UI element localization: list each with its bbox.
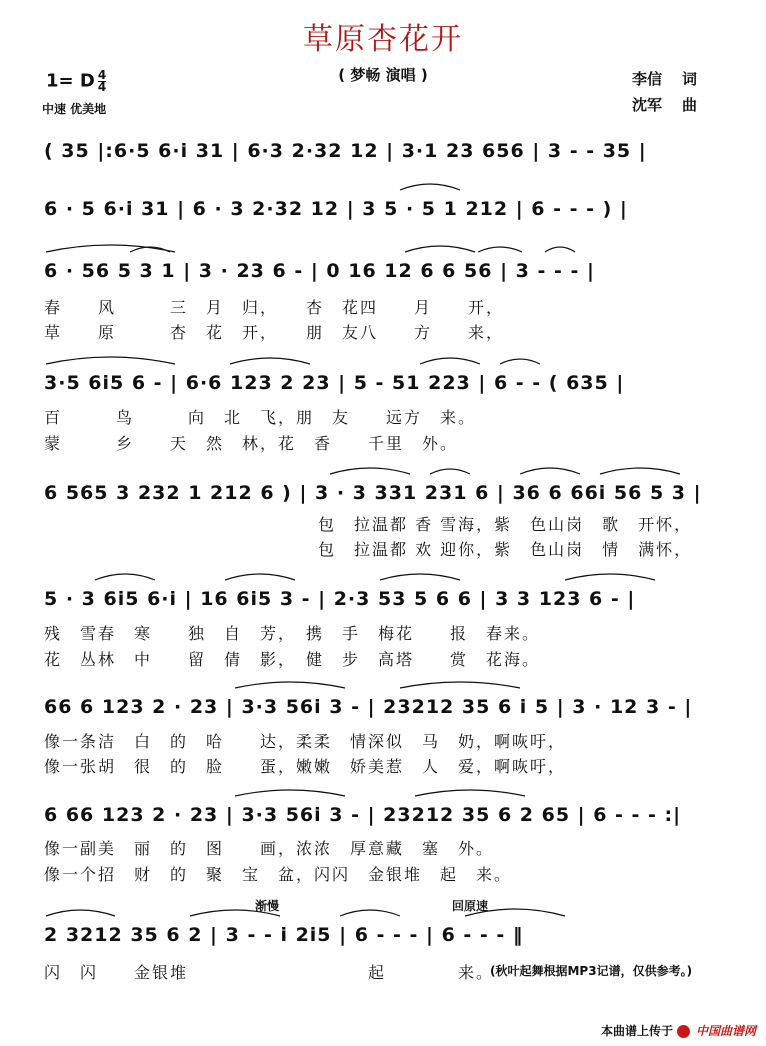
lyricist-name: 李信	[632, 70, 663, 88]
lyric-line-5b: 包 拉温都 欢 迎你，紫 色山岗 情 满怀，	[318, 540, 693, 559]
time-bottom: 4	[97, 80, 107, 94]
ritardando-marking: 渐慢	[255, 899, 280, 913]
lyric-line-3b: 草 原 杏 花 开， 朋 友八 方 来，	[44, 323, 505, 342]
notation-line-4: 3·5 6i5 6 - | 6·6 123 2 23 | 5 - 51 223 | 6 - - ( 635 |	[44, 372, 625, 394]
slur	[545, 247, 575, 252]
notation-line-5: 6 565 3 232 1 212 6 ) | 3 · 3 331 231 6 | 36 6 66i 56 5 3 |	[44, 482, 702, 504]
lyric-line-8a: 像一副美 丽 的 图 画，浓浓 厚意藏 塞 外。	[44, 839, 495, 858]
lyricist-role: 词	[682, 70, 698, 88]
slur	[565, 574, 655, 580]
composer-credit	[632, 94, 697, 115]
key-label: 1= D	[46, 70, 95, 92]
time-signature	[98, 70, 106, 93]
lyric-line-5a: 包 拉温都 香 雪海，紫 色山岗 歌 开怀，	[318, 515, 693, 534]
slur	[235, 790, 345, 796]
slur	[478, 247, 522, 252]
key-signature	[46, 70, 106, 93]
slur	[230, 358, 310, 364]
lyric-line-6a: 残 雪春 寒 独 自 芳， 携 手 梅花 报 春来。	[44, 624, 541, 643]
composer-name: 沈军	[632, 96, 663, 114]
slur	[520, 468, 580, 474]
slur	[400, 184, 460, 190]
slur	[330, 468, 410, 474]
slur	[95, 574, 155, 580]
slur	[405, 246, 475, 252]
lyric-line-8b: 像一个招 财 的 聚 宝 盆，闪闪 金银堆 起 来。	[44, 865, 513, 884]
slur	[380, 574, 460, 580]
lyric-line-6b: 花 丛林 中 留 倩 影， 健 步 高塔 赏 花海。	[44, 650, 541, 669]
transcription-note: (秋叶起舞根据MP3记谱，仅供参考。)	[490, 964, 693, 978]
footer-uploaded: 本曲谱上传于	[600, 1024, 673, 1038]
footer-credit	[601, 1022, 756, 1039]
slur	[400, 682, 520, 688]
lyricist-credit	[632, 68, 697, 89]
notation-line-2: 6 · 5 6·i 31 | 6 · 3 2·32 12 | 3 5 · 5 1 212 | 6 - - - ) |	[44, 198, 628, 220]
slur	[46, 245, 175, 252]
song-title: 草原杏花开	[303, 22, 463, 57]
site-logo-icon	[677, 1025, 690, 1038]
lyric-line-7b: 像一张胡 很 的 脸 蛋，嫩嫩 娇美惹 人 爱，啊咴吁，	[44, 757, 567, 776]
time-top: 4	[97, 68, 107, 82]
singer-credit: ( 梦畅 演唱 )	[338, 66, 428, 84]
slur	[46, 910, 115, 916]
composer-role: 曲	[682, 96, 698, 114]
slur	[130, 247, 170, 252]
notation-line-3: 6 · 56 5 3 1 | 3 · 23 6 - | 0 16 12 6 6 56 | 3 - - - |	[44, 260, 595, 282]
slur	[600, 468, 680, 474]
lyric-line-9: 闪 闪 金银堆 起 来。	[44, 963, 495, 982]
slur	[420, 358, 480, 364]
slur	[500, 359, 540, 364]
lyric-line-7a: 像一条洁 白 的 哈 达，柔柔 情深似 马 奶，啊咴吁，	[44, 732, 567, 751]
notation-line-9: 2 3212 35 6 2 | 3 - - i 2i5 | 6 - - - | 6 - - - ‖	[44, 924, 524, 946]
lyric-line-4a: 百 鸟 向 北 飞，朋 友 远方 来。	[44, 408, 477, 427]
slur	[415, 790, 525, 796]
slur	[225, 574, 295, 580]
slur	[430, 469, 470, 474]
tempo-marking: 中速 优美地	[42, 102, 107, 116]
notation-line-7: 66 6 123 2 · 23 | 3·3 56i 3 - | 23212 35 6 i 5 | 3 · 12 3 - |	[44, 696, 693, 718]
footer-site: 中国曲谱网	[695, 1024, 756, 1038]
a-tempo-marking: 回原速	[452, 899, 489, 913]
slur	[235, 682, 345, 688]
lyric-line-4b: 蒙 乡 天 然 林，花 香 千里 外。	[44, 434, 459, 453]
notation-line-1: ( 35 |:6·5 6·i 31 | 6·3 2·32 12 | 3·1 23 656 | 3 - - 35 |	[44, 140, 647, 162]
slur	[340, 910, 400, 916]
lyric-line-3a: 春 风 三 月 归， 杏 花四 月 开，	[44, 298, 505, 317]
slur	[46, 357, 175, 364]
notation-line-8: 6 66 123 2 · 23 | 3·3 56i 3 - | 23212 35 6 2 65 | 6 - - - :|	[44, 804, 682, 826]
notation-line-6: 5 · 3 6i5 6·i | 16 6i5 3 - | 2·3 53 5 6 6 | 3 3 123 6 - |	[44, 588, 636, 610]
